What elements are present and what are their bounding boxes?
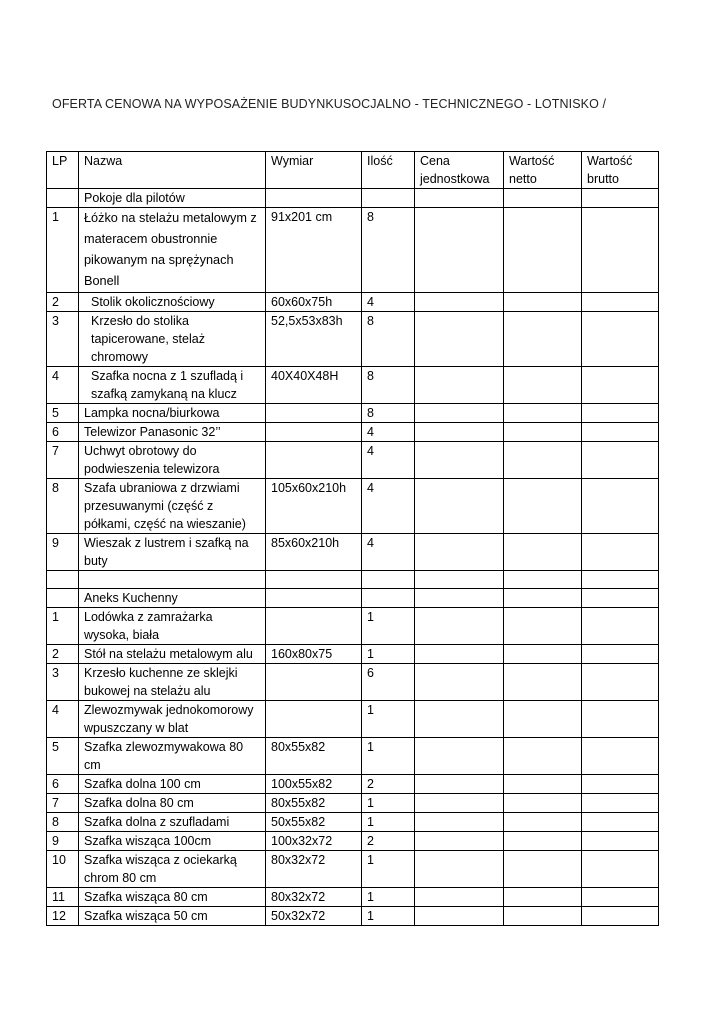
table-row: [47, 404, 659, 423]
section-title: Aneks Kuchenny: [79, 589, 266, 608]
table-row: [47, 608, 659, 645]
cell-brutto: [582, 907, 659, 926]
cell-lp: 6: [47, 423, 79, 442]
table-row: [47, 664, 659, 701]
cell-wymiar: [266, 442, 362, 479]
table-row: [47, 775, 659, 794]
cell-cena: [415, 664, 504, 701]
cell-nazwa: Telewizor Panasonic 32’’: [79, 423, 266, 442]
cell-wymiar: 50x55x82: [266, 813, 362, 832]
cell-ilosc: 1: [362, 738, 415, 775]
cell-netto: [504, 738, 582, 775]
cell-ilosc: 1: [362, 608, 415, 645]
cell-ilosc: 1: [362, 851, 415, 888]
cell-ilosc: 4: [362, 534, 415, 571]
cell-lp: 12: [47, 907, 79, 926]
cell-cena: [415, 479, 504, 534]
cell-wymiar: 80x32x72: [266, 851, 362, 888]
cell-nazwa: Stolik okolicznościowy: [79, 293, 266, 312]
cell-nazwa: Lodówka z zamrażarka wysoka, biała: [79, 608, 266, 645]
cell-cena: [415, 534, 504, 571]
section-header-row: [47, 189, 659, 208]
cell-nazwa: Szafka dolna 80 cm: [79, 794, 266, 813]
cell-ilosc: 6: [362, 664, 415, 701]
table-body: [47, 189, 659, 926]
cell-nazwa: Wieszak z lustrem i szafką na buty: [79, 534, 266, 571]
empty-cell: [47, 571, 79, 589]
cell-ilosc: 2: [362, 832, 415, 851]
cell-netto: [504, 701, 582, 738]
cell-wymiar: 100x55x82: [266, 775, 362, 794]
document-title: OFERTA CENOWA NA WYPOSAŻENIE BUDYNKUSOCJALNO - TECHNICZNEGO - LOTNISKO /: [52, 97, 607, 111]
cell-cena: [415, 208, 504, 293]
cell-cena: [415, 404, 504, 423]
table-row: [47, 832, 659, 851]
cell-brutto: [582, 832, 659, 851]
cell-cena: [415, 813, 504, 832]
cell-lp: 8: [47, 479, 79, 534]
cell-nazwa: Krzesło kuchenne ze sklejki bukowej na stelażu alu: [79, 664, 266, 701]
cell-cena: [415, 888, 504, 907]
cell-brutto: [582, 608, 659, 645]
cell-wymiar: [266, 404, 362, 423]
cell-cena: [415, 423, 504, 442]
cell-wymiar: [266, 664, 362, 701]
cell-nazwa: Lampka nocna/biurkowa: [79, 404, 266, 423]
cell-cena: [415, 907, 504, 926]
cell-wymiar: 160x80x75: [266, 645, 362, 664]
cell-ilosc: 8: [362, 404, 415, 423]
header-netto: Wartość netto: [504, 152, 582, 189]
empty-cell: [582, 571, 659, 589]
cell-brutto: [582, 534, 659, 571]
cell-cena: [415, 794, 504, 813]
cell-wymiar: 100x32x72: [266, 832, 362, 851]
cell-lp: 5: [47, 738, 79, 775]
cell-wymiar: 80x32x72: [266, 888, 362, 907]
cell-cena: [415, 293, 504, 312]
cell-nazwa: Szafka dolna z szufladami: [79, 813, 266, 832]
table-header-row: [47, 152, 659, 189]
header-lp: LP: [47, 152, 79, 189]
empty-cell: [362, 189, 415, 208]
cell-lp: 3: [47, 664, 79, 701]
cell-lp: 5: [47, 404, 79, 423]
header-ilosc: Ilość: [362, 152, 415, 189]
cell-cena: [415, 312, 504, 367]
cell-lp: 4: [47, 701, 79, 738]
empty-cell: [79, 571, 266, 589]
table-row: [47, 423, 659, 442]
cell-netto: [504, 775, 582, 794]
cell-wymiar: 85x60x210h: [266, 534, 362, 571]
cell-wymiar: 105x60x210h: [266, 479, 362, 534]
cell-lp: 11: [47, 888, 79, 907]
cell-wymiar: 91x201 cm: [266, 208, 362, 293]
cell-netto: [504, 442, 582, 479]
cell-ilosc: 4: [362, 423, 415, 442]
cell-brutto: [582, 645, 659, 664]
cell-ilosc: 1: [362, 794, 415, 813]
cell-nazwa: Krzesło do stolika tapicerowane, stelaż chromowy: [79, 312, 266, 367]
cell-lp: 2: [47, 645, 79, 664]
table-row: [47, 534, 659, 571]
empty-cell: [415, 571, 504, 589]
cell-ilosc: 1: [362, 888, 415, 907]
cell-wymiar: [266, 423, 362, 442]
cell-netto: [504, 404, 582, 423]
table-row: [47, 293, 659, 312]
cell-brutto: [582, 367, 659, 404]
cell-lp: 2: [47, 293, 79, 312]
table-row: [47, 367, 659, 404]
empty-cell: [47, 189, 79, 208]
empty-cell: [415, 589, 504, 608]
cell-lp: 7: [47, 794, 79, 813]
cell-brutto: [582, 794, 659, 813]
cell-netto: [504, 423, 582, 442]
cell-cena: [415, 851, 504, 888]
cell-cena: [415, 442, 504, 479]
cell-wymiar: [266, 608, 362, 645]
cell-ilosc: 8: [362, 312, 415, 367]
cell-brutto: [582, 479, 659, 534]
cell-brutto: [582, 701, 659, 738]
section-header-row: [47, 589, 659, 608]
empty-cell: [504, 589, 582, 608]
cell-nazwa: Uchwyt obrotowy do podwieszenia telewizora: [79, 442, 266, 479]
empty-cell: [415, 189, 504, 208]
cell-ilosc: 8: [362, 367, 415, 404]
cell-netto: [504, 479, 582, 534]
table-row: [47, 701, 659, 738]
cell-lp: 1: [47, 208, 79, 293]
section-title: Pokoje dla pilotów: [79, 189, 266, 208]
empty-cell: [504, 189, 582, 208]
cell-nazwa: Szafka wisząca 80 cm: [79, 888, 266, 907]
cell-netto: [504, 293, 582, 312]
table-row: [47, 208, 659, 293]
cell-brutto: [582, 813, 659, 832]
empty-cell: [362, 571, 415, 589]
cell-lp: 9: [47, 534, 79, 571]
empty-cell: [47, 589, 79, 608]
cell-brutto: [582, 775, 659, 794]
cell-brutto: [582, 312, 659, 367]
cell-ilosc: 8: [362, 208, 415, 293]
cell-netto: [504, 608, 582, 645]
cell-lp: 8: [47, 813, 79, 832]
table-row: [47, 851, 659, 888]
table-row: [47, 813, 659, 832]
cell-nazwa: Szafka zlewozmywakowa 80 cm: [79, 738, 266, 775]
cell-cena: [415, 701, 504, 738]
empty-cell: [362, 589, 415, 608]
cell-nazwa: Szafka wisząca z ociekarką chrom 80 cm: [79, 851, 266, 888]
cell-ilosc: 1: [362, 813, 415, 832]
empty-cell: [582, 189, 659, 208]
cell-lp: 7: [47, 442, 79, 479]
header-wymiar: Wymiar: [266, 152, 362, 189]
cell-wymiar: 60x60x75h: [266, 293, 362, 312]
cell-netto: [504, 794, 582, 813]
cell-netto: [504, 645, 582, 664]
cell-brutto: [582, 208, 659, 293]
cell-netto: [504, 813, 582, 832]
cell-ilosc: 1: [362, 907, 415, 926]
table-row: [47, 312, 659, 367]
cell-lp: 6: [47, 775, 79, 794]
cell-nazwa: Szafka wisząca 100cm: [79, 832, 266, 851]
cell-brutto: [582, 738, 659, 775]
cell-wymiar: 80x55x82: [266, 738, 362, 775]
cell-brutto: [582, 442, 659, 479]
empty-row: [47, 571, 659, 589]
table-row: [47, 738, 659, 775]
price-offer-table: [46, 151, 659, 926]
cell-wymiar: [266, 701, 362, 738]
cell-netto: [504, 888, 582, 907]
cell-wymiar: 52,5x53x83h: [266, 312, 362, 367]
cell-netto: [504, 312, 582, 367]
empty-cell: [266, 189, 362, 208]
cell-nazwa: Szafka dolna 100 cm: [79, 775, 266, 794]
cell-nazwa: Stół na stelażu metalowym alu: [79, 645, 266, 664]
cell-ilosc: 4: [362, 293, 415, 312]
table-row: [47, 907, 659, 926]
cell-ilosc: 4: [362, 442, 415, 479]
cell-brutto: [582, 851, 659, 888]
cell-nazwa: Zlewozmywak jednokomorowy wpuszczany w blat: [79, 701, 266, 738]
empty-cell: [266, 589, 362, 608]
table-row: [47, 479, 659, 534]
cell-cena: [415, 367, 504, 404]
table-row: [47, 442, 659, 479]
header-brutto: Wartość brutto: [582, 152, 659, 189]
cell-ilosc: 2: [362, 775, 415, 794]
cell-netto: [504, 534, 582, 571]
cell-netto: [504, 907, 582, 926]
table-row: [47, 888, 659, 907]
cell-brutto: [582, 888, 659, 907]
cell-wymiar: 80x55x82: [266, 794, 362, 813]
cell-netto: [504, 664, 582, 701]
cell-wymiar: 50x32x72: [266, 907, 362, 926]
cell-ilosc: 1: [362, 701, 415, 738]
cell-nazwa: Szafka nocna z 1 szufladą i szafką zamykaną na klucz: [79, 367, 266, 404]
cell-lp: 1: [47, 608, 79, 645]
cell-lp: 4: [47, 367, 79, 404]
cell-brutto: [582, 404, 659, 423]
cell-cena: [415, 775, 504, 794]
cell-netto: [504, 367, 582, 404]
cell-cena: [415, 608, 504, 645]
empty-cell: [266, 571, 362, 589]
cell-nazwa: Szafa ubraniowa z drzwiami przesuwanymi (część z półkami, część na wieszanie): [79, 479, 266, 534]
cell-lp: 3: [47, 312, 79, 367]
cell-brutto: [582, 423, 659, 442]
cell-nazwa: Łóżko na stelażu metalowym z materacem obustronnie pikowanym na sprężynach Bonell: [79, 208, 266, 293]
cell-nazwa: Szafka wisząca 50 cm: [79, 907, 266, 926]
cell-netto: [504, 832, 582, 851]
cell-cena: [415, 832, 504, 851]
cell-brutto: [582, 664, 659, 701]
table-row: [47, 794, 659, 813]
cell-lp: 9: [47, 832, 79, 851]
cell-wymiar: 40X40X48H: [266, 367, 362, 404]
empty-cell: [504, 571, 582, 589]
cell-ilosc: 1: [362, 645, 415, 664]
cell-ilosc: 4: [362, 479, 415, 534]
cell-brutto: [582, 293, 659, 312]
table-row: [47, 645, 659, 664]
cell-cena: [415, 645, 504, 664]
header-cena: Cena jednostkowa: [415, 152, 504, 189]
header-nazwa: Nazwa: [79, 152, 266, 189]
cell-netto: [504, 851, 582, 888]
cell-cena: [415, 738, 504, 775]
cell-netto: [504, 208, 582, 293]
cell-lp: 10: [47, 851, 79, 888]
empty-cell: [582, 589, 659, 608]
